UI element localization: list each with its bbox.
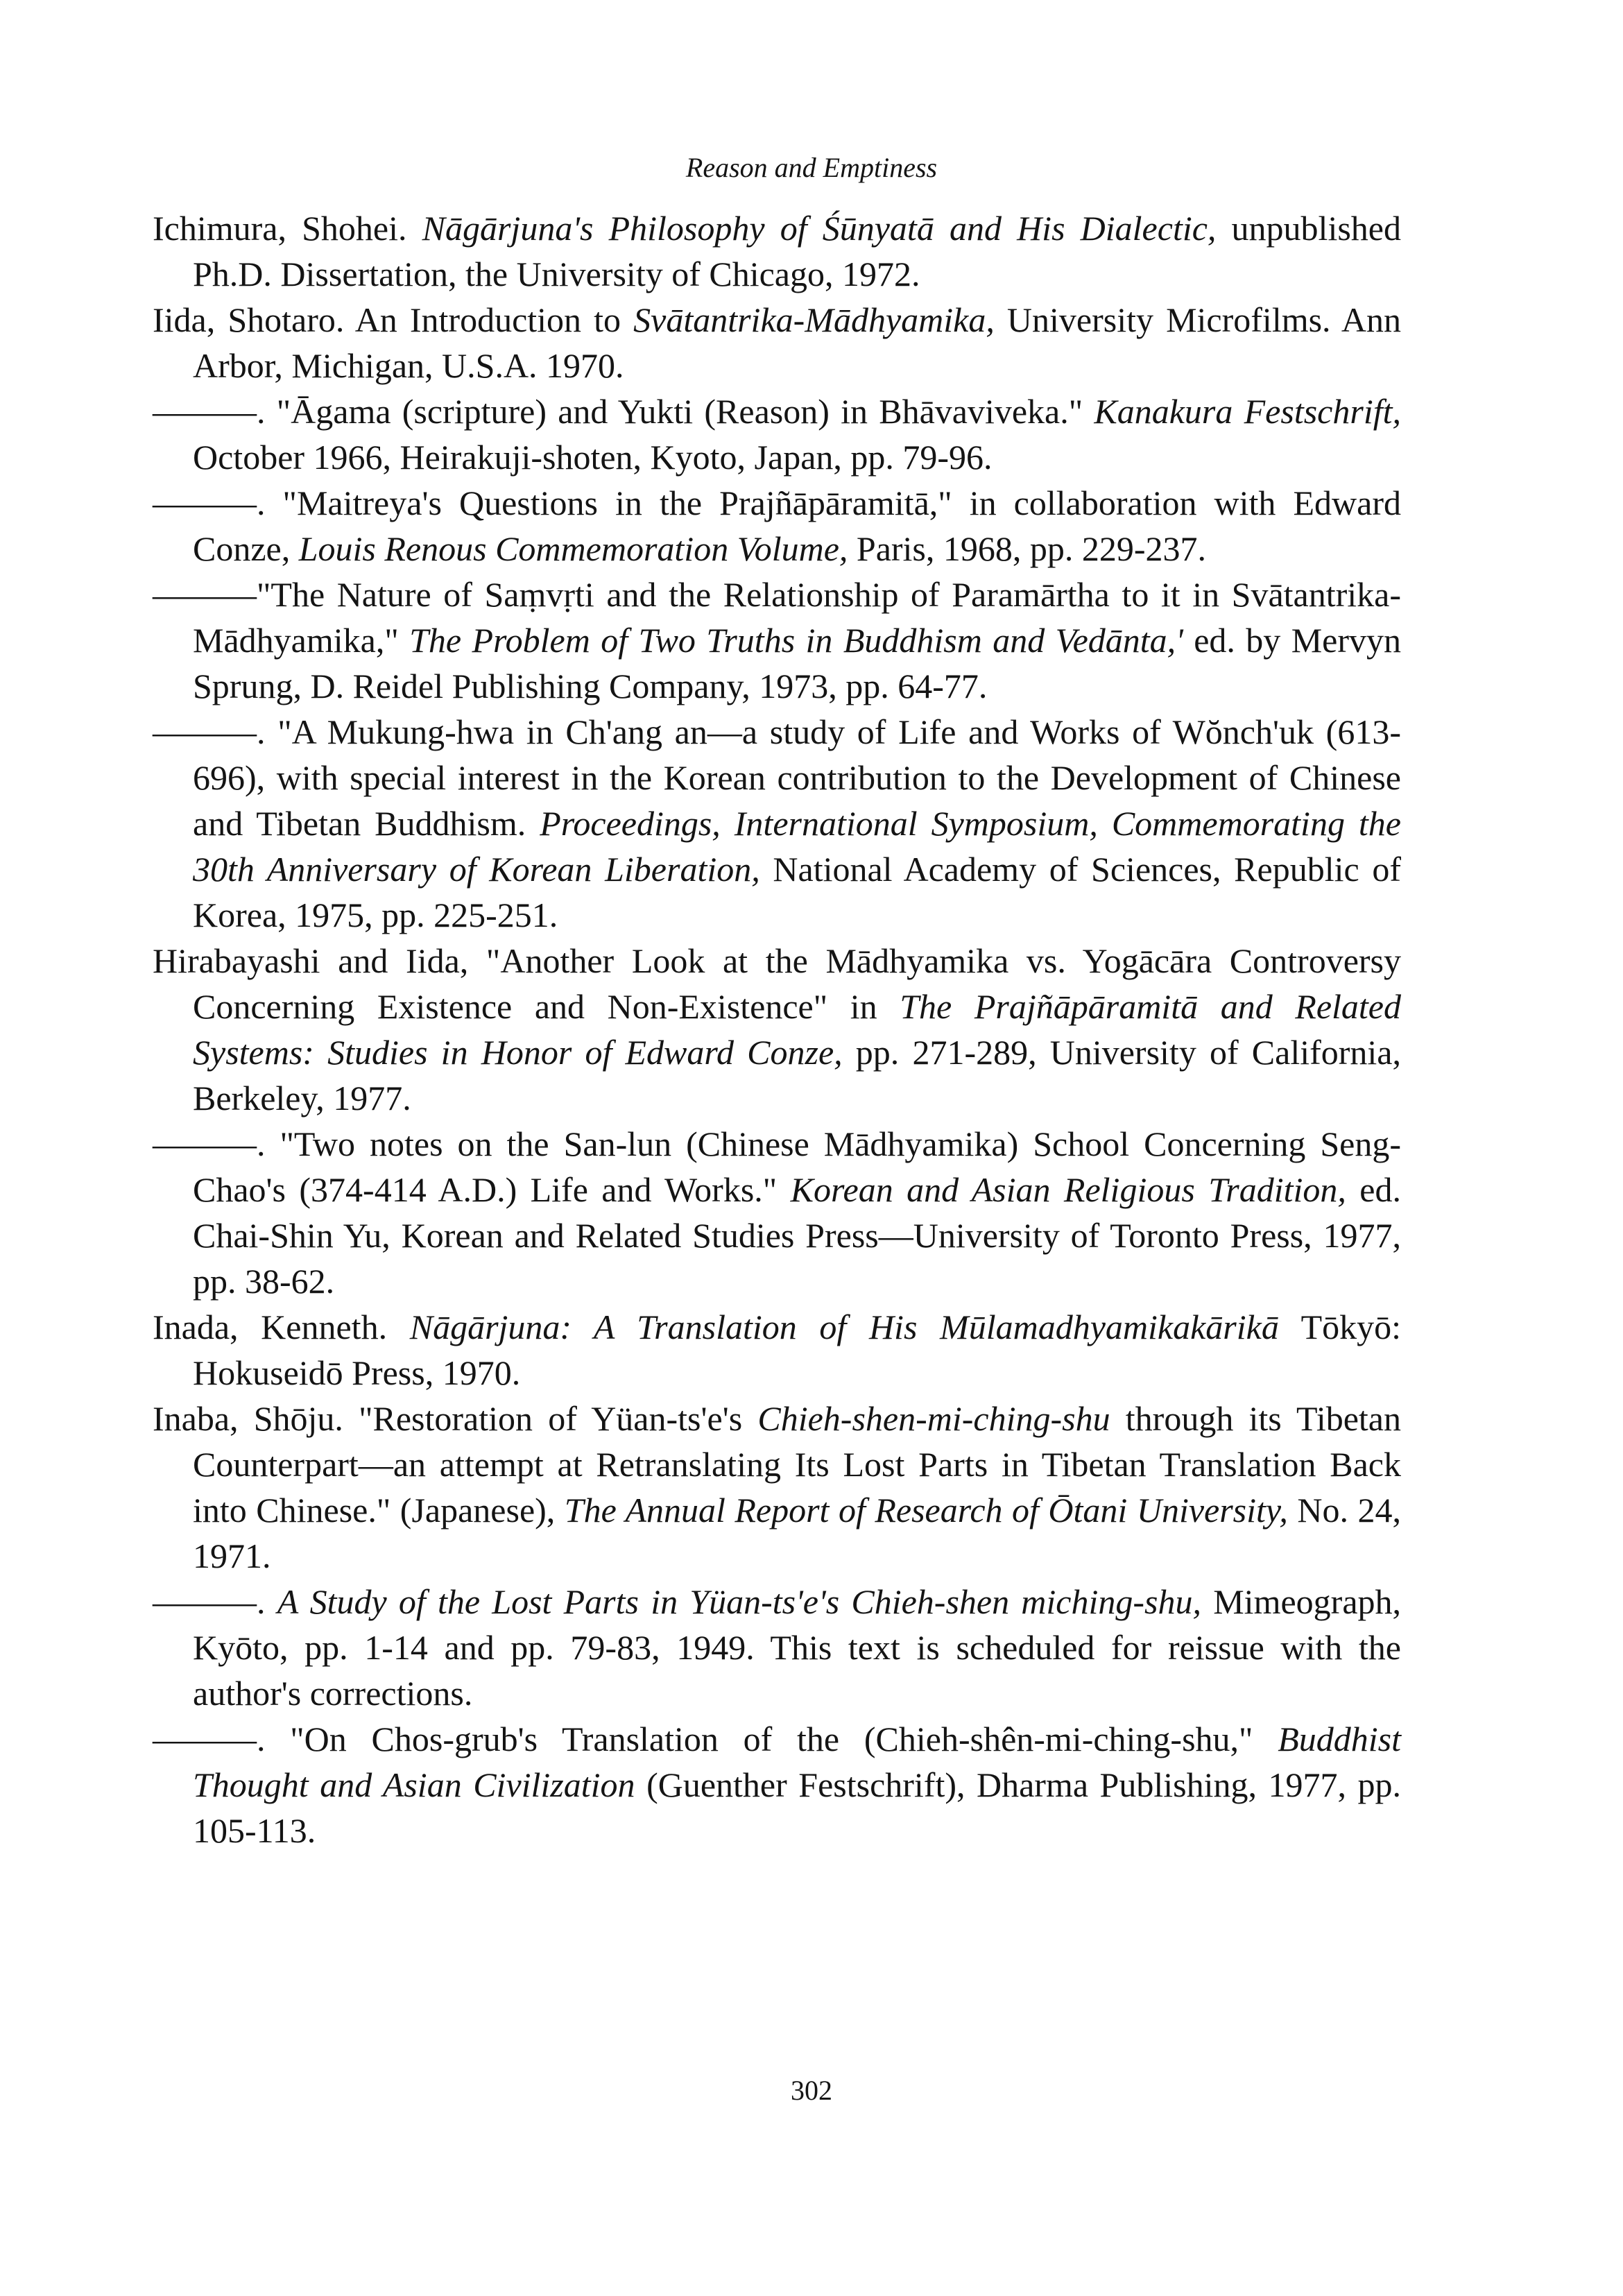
bibliography-entry: Iida, Shotaro. An Introduction to Svātantrika-Mādhyamika, University Microfilms. Ann Arbor, Michigan, U.S.A. 1970. xyxy=(153,300,1401,385)
bibliography-entry: ———. "Āgama (scripture) and Yukti (Reason) in Bhāvaviveka." Kanakura Festschrift, October 1966, Heirakuji-shoten, Kyoto, Japan, pp. 79-96. xyxy=(153,392,1401,477)
page-number: 302 xyxy=(791,2075,832,2106)
bibliography-entry: ———. "Maitreya's Questions in the Prajñāpāramitā," in collaboration with Edward Conze, Louis Renous Commemoration Volume, Paris, 1968, pp. 229-237. xyxy=(153,483,1401,568)
running-head: Reason and Emptiness xyxy=(685,152,938,183)
bibliography-entry: ———"The Nature of Saṃvṛti and the Relationship of Paramārtha to it in Svātantrika-Mādhyamika," The Problem of Two Truths in Buddhism and Vedānta,' ed. by Mervyn Sprung, D. Reidel Publishing Company, 1973, pp. 64-77. xyxy=(153,575,1401,705)
bibliography-entry: Ichimura, Shohei. Nāgārjuna's Philosophy of Śūnyatā and His Dialectic, unpublished Ph.D. Dissertation, the University of Chicago, 1972. xyxy=(153,209,1401,293)
bibliography-entry: Hirabayashi and Iida, "Another Look at the Mādhyamika vs. Yogācāra Controversy Concerning Existence and Non-Existence" in The Prajñāpāramitā and Related Systems: Studies in Honor of Edward Conze, pp. 271-289, University of California, Berkeley, 1977. xyxy=(153,941,1401,1117)
bibliography-entry: ———. "A Mukung-hwa in Ch'ang an—a study of Life and Works of Wŏnch'uk (613-696), with special interest in the Korean contribution to the Development of Chinese and Tibetan Buddhism. Proceedings, International Symposium, Commemorating the 30th Anniversary of Korean Liberation, National Academy of Sciences, Republic of Korea, 1975, pp. 225-251. xyxy=(153,712,1401,934)
bibliography-entry: Inaba, Shōju. "Restoration of Yüan-ts'e's Chieh-shen-mi-ching-shu through its Tibetan Counterpart—an attempt at Retranslating Its Lost Parts in Tibetan Translation Back into Chinese." (Japanese), The Annual Report of Research of Ōtani University, No. 24, 1971. xyxy=(153,1399,1401,1575)
bibliography-entry: ———. "Two notes on the San-lun (Chinese Mādhyamika) School Concerning Seng-Chao's (374-414 A.D.) Life and Works." Korean and Asian Religious Tradition, ed. Chai-Shin Yu, Korean and Related Studies Press—University of Toronto Press, 1977, pp. 38-62. xyxy=(153,1124,1401,1301)
bibliography-entry: ———. "On Chos-grub's Translation of the (Chieh-shên-mi-ching-shu," Buddhist Thought and Asian Civilization (Guenther Festschrift), Dharma Publishing, 1977, pp. 105-113. xyxy=(153,1720,1401,1850)
bibliography-list xyxy=(153,205,1401,1853)
bibliography-entry: Inada, Kenneth. Nāgārjuna: A Translation of His Mūlamadhyamikakārikā Tōkyō: Hokuseidō Press, 1970. xyxy=(153,1308,1402,1392)
bibliography-entry: ———. A Study of the Lost Parts in Yüan-ts'e's Chieh-shen miching-shu, Mimeograph, Kyōto, pp. 1-14 and pp. 79-83, 1949. This text is scheduled for reissue with the author's corrections. xyxy=(153,1582,1402,1713)
